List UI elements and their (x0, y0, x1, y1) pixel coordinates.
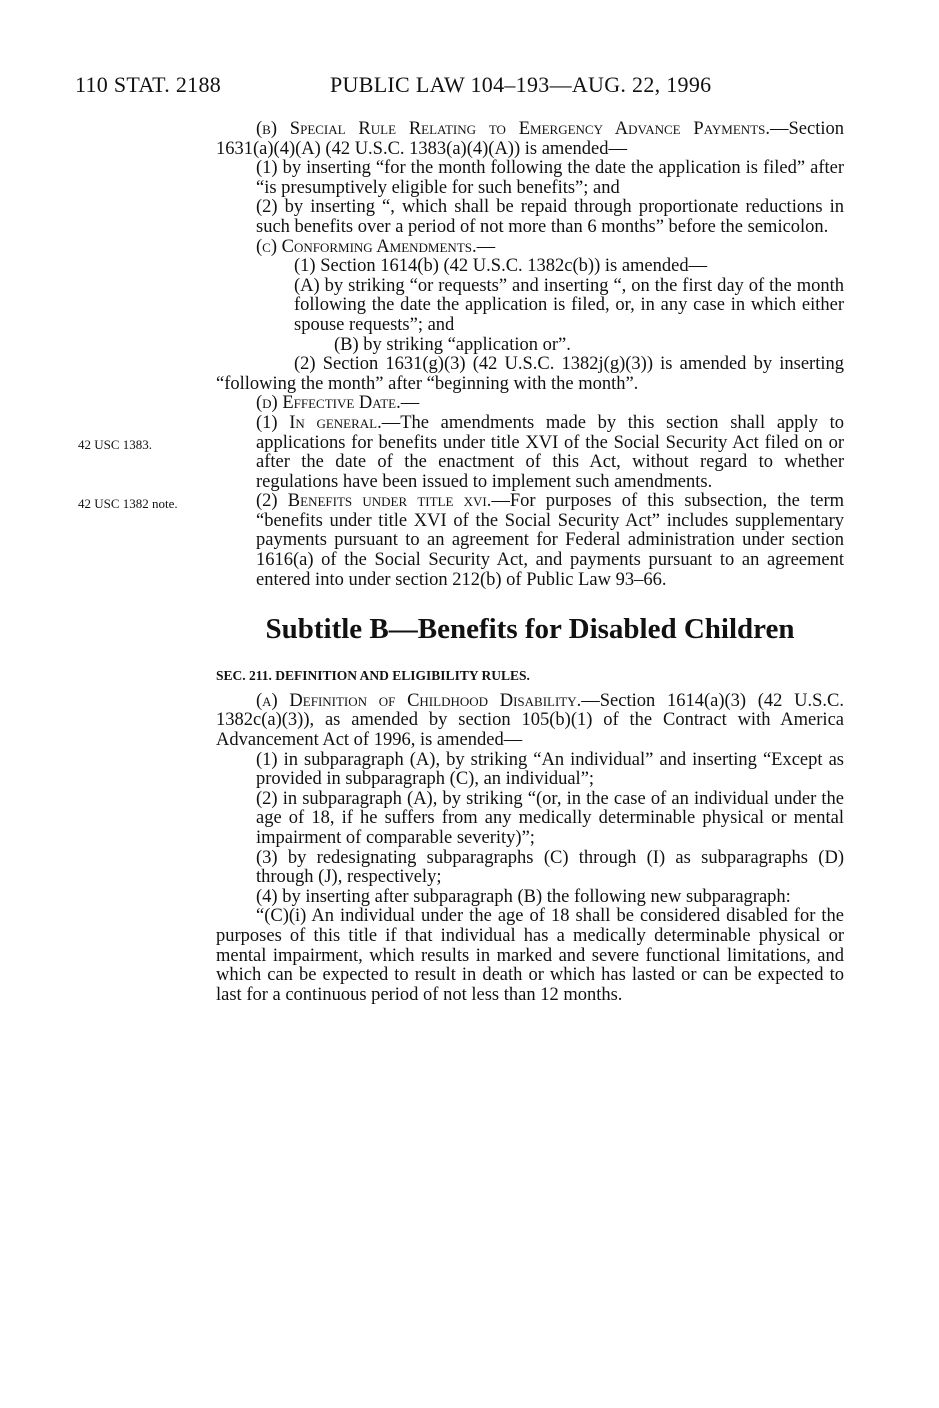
subparagraph-c1A: (A) by striking “or requests” and inserting “, on the first day of the month following the date the application is filed, or, in any case in which either spouse requests”; and (294, 275, 844, 335)
paragraph-d2: (2) Benefits under title xvi.—For purposes of this subsection, the term “benefits under title XVI of the Social Security Act” includes supplementary payments pursuant to an agreement for Federal administration under section 1616(a) of the Social Security Act, and payments pursuant to an agreement entered into under section 212(b) of Public Law 93–66. (256, 491, 844, 590)
subtitle-heading: Subtitle B—Benefits for Disabled Children (265, 613, 795, 646)
paragraph-a1: (1) in subparagraph (A), by striking “An individual” and inserting “Except as provided in subparagraph (C), an individual”; (256, 749, 844, 790)
paragraph-b2: (2) by inserting “, which shall be repaid through proportionate reductions in such benefits over a period of not more than 6 months” before the semicolon. (256, 197, 844, 237)
section-title: SEC. 211. DEFINITION AND ELIGIBILITY RULES. (216, 668, 530, 684)
paragraph-d1: (1) In general.—The amendments made by this section shall apply to applications for benefits under title XVI of the Social Security Act filed on or after the date of the enactment of this Act, without regard to whether regulations have been issued to implement such amendments. (256, 412, 845, 492)
subsection-d-heading: (d) Effective Date.— (256, 393, 420, 414)
paragraph-c1: (1) Section 1614(b) (42 U.S.C. 1382c(b)) is amended— (294, 256, 708, 277)
subsection-b: (b) Special Rule Relating to Emergency Advance Payments.—Section 1631(a)(4)(A) (42 U.S.C. 1383(a)(4)(A)) is amended— (216, 119, 844, 159)
page-reference: 110 STAT. 2188 (75, 72, 222, 97)
running-header: PUBLIC LAW 104–193—AUG. 22, 1996 (330, 72, 712, 97)
paragraph-c2: (2) Section 1631(g)(3) (42 U.S.C. 1382j(g)(3)) is amended by inserting “following the month” after “beginning with the month”. (216, 354, 844, 394)
statute-body (216, 120, 844, 1005)
paragraph-a4: (4) by inserting after subparagraph (B) the following new subparagraph: (256, 886, 791, 907)
subsection-c-heading: (c) Conforming Amendments.— (256, 236, 496, 257)
subsection-a: (a) Definition of Childhood Disability.—Section 1614(a)(3) (42 U.S.C. 1382c(a)(3)), as amended by section 105(b)(1) of the Contract with America Advancement Act of 1996, is amended— (216, 690, 845, 751)
margin-note-usc-1383: 42 USC 1383. (78, 437, 153, 452)
paragraph-a3: (3) by redesignating subparagraphs (C) through (I) as subparagraphs (D) through (J), respectively; (256, 847, 844, 888)
subparagraph-c1B: (B) by striking “application or”. (334, 334, 571, 355)
paragraph-b1: (1) by inserting “for the month following the date the application is filed” after “is presumptively eligible for such benefits”; and (256, 158, 844, 198)
paragraph-a2: (2) in subparagraph (A), by striking “(or, in the case of an individual under the age of 18, if he suffers from any medically determinable physical or mental impairment of comparable severity)”; (256, 788, 844, 848)
quoted-subparagraph-C: “(C)(i) An individual under the age of 18 shall be considered disabled for the purposes of this title if that individual has a medically determinable physical or mental impairment, which results in marked and severe functional limitations, and which can be expected to result in death or which has lasted or can be expected to last for a continuous period of not less than 12 months. (216, 906, 844, 1005)
margin-note-usc-1382: 42 USC 1382 note. (78, 496, 178, 511)
subsection-b-heading: (b) Special Rule Relating to Emergency Advance Payments. (256, 119, 770, 139)
subsection-a-heading: (a) Definition of Childhood Disability. (256, 690, 582, 711)
